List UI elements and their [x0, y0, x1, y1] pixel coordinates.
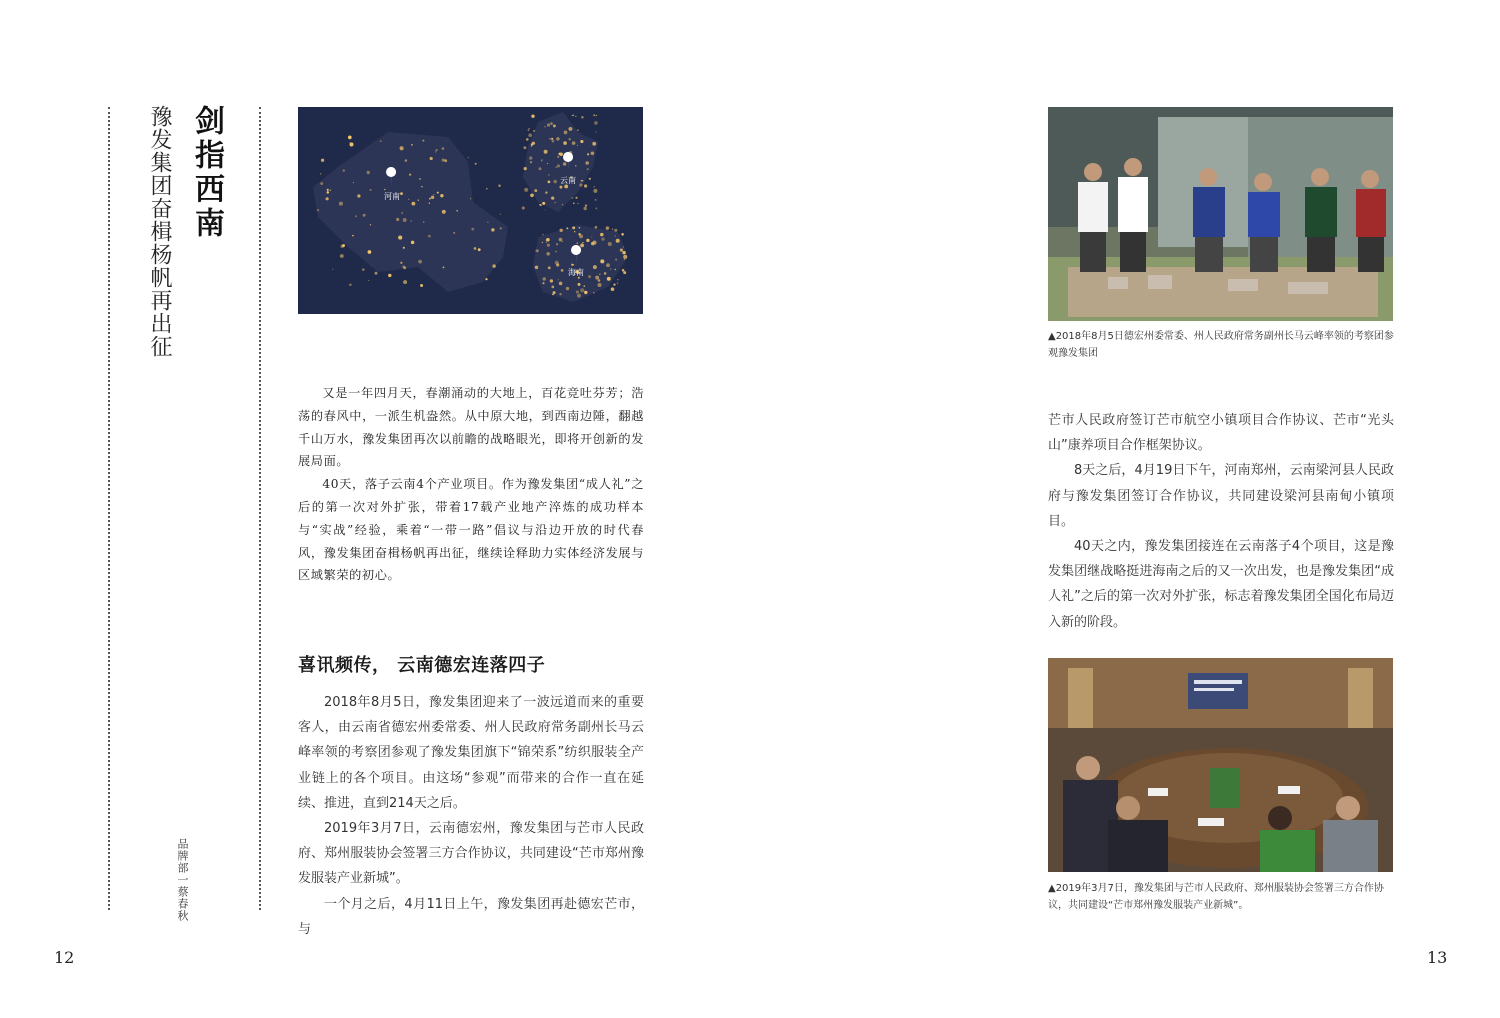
city-light — [320, 182, 323, 185]
city-light — [380, 141, 381, 142]
city-light — [435, 151, 436, 152]
city-light — [342, 244, 345, 247]
city-light — [470, 198, 471, 199]
city-light — [623, 271, 626, 274]
city-light — [551, 286, 554, 289]
body-text-right — [1048, 408, 1394, 635]
map-label-yunnan: 云南 — [560, 176, 576, 185]
city-light — [577, 294, 581, 298]
city-light — [585, 161, 589, 165]
city-light — [486, 188, 488, 190]
city-light — [405, 159, 408, 162]
city-light — [592, 241, 596, 245]
city-light — [589, 178, 591, 180]
city-light — [546, 242, 547, 243]
city-light — [369, 189, 371, 191]
city-light — [528, 128, 529, 129]
city-light — [485, 278, 487, 280]
city-light — [526, 138, 529, 141]
city-light — [587, 168, 589, 170]
city-light — [556, 137, 560, 141]
city-light — [544, 126, 545, 127]
city-light — [500, 227, 502, 229]
city-light — [545, 191, 547, 193]
city-light — [559, 229, 562, 232]
city-light — [615, 259, 617, 261]
city-light — [566, 227, 568, 229]
city-light — [566, 287, 569, 290]
night-map-illustration — [298, 107, 643, 314]
city-light — [442, 210, 446, 214]
city-light — [411, 220, 412, 221]
city-light — [595, 199, 597, 201]
city-light — [563, 162, 566, 165]
city-light — [467, 157, 469, 159]
city-light — [622, 269, 625, 272]
city-light — [562, 241, 563, 242]
city-light — [431, 196, 434, 199]
city-light — [575, 165, 576, 166]
city-light — [355, 215, 357, 217]
city-light — [443, 267, 445, 269]
body-paragraph: 2019年3月7日，云南德宏州，豫发集团与芒市人民政府、郑州服装协会签署三方合作协议，共同建设“芒市郑州豫发服装产业新城”。 — [298, 821, 644, 887]
city-light — [564, 131, 568, 135]
section-heading: 喜讯频传， 云南德宏连落四子 — [298, 655, 546, 676]
city-light — [595, 207, 597, 209]
city-light — [529, 156, 532, 159]
city-light — [442, 159, 445, 162]
city-light — [367, 171, 370, 174]
city-light — [475, 163, 477, 165]
city-light — [411, 202, 415, 206]
city-light — [547, 163, 548, 164]
city-light — [524, 167, 527, 170]
city-light — [595, 131, 596, 132]
city-light — [621, 233, 624, 236]
city-light — [403, 247, 405, 249]
city-light — [595, 226, 598, 229]
city-light — [542, 234, 544, 236]
map-label-henan: 河南 — [384, 192, 400, 201]
city-light — [542, 202, 545, 205]
city-light — [582, 242, 583, 243]
body-paragraph: 8天之后，4月19日下午，河南郑州，云南梁河县人民政府与豫发集团签订合作协议，共同建设梁河县南甸小镇项目。 — [1048, 463, 1394, 529]
city-light — [428, 235, 431, 238]
city-light — [370, 224, 371, 225]
city-light — [554, 202, 556, 204]
city-light — [456, 210, 458, 212]
city-light — [491, 228, 495, 232]
city-light — [615, 235, 616, 236]
city-light — [572, 226, 575, 229]
signing-ceremony-photo — [1048, 658, 1393, 872]
intro-paragraph: 又是一年四月天，春潮涌动的大地上，百花竞吐芬芳；浩荡的春风中，一派生机盎然。从中原大地，到西南边陲，翻越千山万水，豫发集团再次以前瞻的战略眼光，即将开创新的发展局面。 — [298, 386, 644, 469]
city-light — [532, 142, 535, 145]
city-light — [556, 167, 557, 168]
body-paragraph-continuation: 芒市人民政府签订芒市航空小镇项目合作协议、芒市“光头山”康养项目合作框架协议。 — [1048, 413, 1394, 454]
city-light — [327, 191, 330, 194]
city-light — [577, 129, 578, 130]
city-light — [547, 244, 550, 247]
body-paragraph: 2018年8月5日，豫发集团迎来了一波远道而来的重要客人，由云南省德宏州委常委、州人民政府常务副州长马云峰率领的考察团参观了豫发集团旗下“锦荣系”纺织服装全产业链上的各个项目。由这场“参观”而带来的合作一直在延续、推进，直到214天之后。 — [298, 695, 644, 811]
city-light — [553, 180, 556, 183]
city-light — [408, 199, 409, 200]
city-light — [594, 186, 595, 187]
city-light — [563, 141, 567, 145]
article-subtitle: 豫发集团奋楫杨帆再出征 — [147, 105, 172, 358]
city-light — [548, 174, 549, 175]
city-light — [440, 194, 443, 197]
city-light — [577, 203, 578, 204]
city-light — [523, 146, 526, 149]
city-light — [363, 214, 366, 217]
city-light — [598, 279, 601, 282]
city-light — [400, 146, 404, 150]
city-light — [615, 269, 616, 270]
city-light — [420, 284, 423, 287]
city-light — [539, 167, 542, 170]
city-light — [400, 262, 402, 264]
city-light — [400, 192, 403, 195]
city-light — [575, 116, 576, 117]
city-light — [542, 282, 544, 284]
city-light — [388, 274, 391, 277]
city-light — [593, 265, 597, 269]
city-light — [578, 277, 580, 279]
city-light — [528, 133, 532, 137]
city-light — [559, 293, 561, 295]
city-light — [601, 237, 604, 240]
city-light — [557, 156, 559, 158]
city-light — [403, 218, 407, 222]
city-light — [544, 150, 548, 154]
city-light — [474, 247, 477, 250]
intro-paragraph: 40天，落子云南4个产业项目。作为豫发集团“成人礼”之后的第一次对外扩张，带着17载产业地产淬炼的成功样本与“实战”经验，乘着“一带一路”倡议与沿边开放的时代春风，豫发集团奋楫杨帆再出征，继续诠释助力实体经济发展与区域繁荣的初心。 — [298, 477, 644, 583]
city-light — [537, 250, 538, 251]
city-light — [524, 188, 528, 192]
city-light — [368, 280, 369, 281]
city-light — [559, 186, 562, 189]
city-light — [592, 142, 596, 146]
photo-caption-1: ▲2018年8月5日德宏州委常委、州人民政府常务副州长马云峰率领的考察团参观豫发集团 — [1048, 331, 1394, 359]
city-light — [595, 276, 599, 280]
city-light — [384, 189, 385, 190]
body-paragraph: 一个月之后，4月11日上午，豫发集团再赴德宏芒市，与 — [298, 896, 644, 937]
city-light — [550, 279, 553, 282]
city-light — [430, 157, 433, 160]
city-light — [348, 136, 352, 140]
city-light — [610, 269, 611, 270]
city-light — [453, 232, 455, 234]
city-light — [584, 184, 587, 187]
right-dotted-rule — [259, 107, 261, 910]
city-light — [572, 114, 574, 116]
city-light — [531, 146, 532, 147]
city-light — [541, 160, 542, 161]
city-light — [429, 203, 430, 204]
photo-caption-2: ▲2019年3月7日，豫发集团与芒市人民政府、郑州服装协会签署三方合作协议，共同建设“芒市郑州豫发服装产业新城”。 — [1048, 883, 1384, 911]
city-light — [487, 222, 488, 223]
article-title: 剑指西南 — [189, 105, 224, 241]
city-light — [542, 242, 543, 243]
city-light — [411, 241, 415, 245]
city-light — [583, 207, 586, 210]
city-light — [326, 197, 329, 200]
city-light — [362, 268, 365, 271]
city-light — [600, 233, 603, 236]
left-dotted-rule — [108, 107, 110, 910]
city-light — [547, 123, 550, 126]
city-light — [580, 288, 584, 292]
city-light — [561, 269, 564, 272]
city-light — [591, 236, 592, 237]
city-light — [584, 291, 587, 294]
city-light — [548, 181, 551, 184]
city-light — [559, 282, 563, 286]
city-light — [571, 264, 573, 266]
city-light — [543, 277, 546, 280]
city-light — [586, 239, 589, 242]
city-light — [429, 198, 431, 200]
city-light — [332, 269, 333, 270]
city-light — [329, 189, 331, 191]
map-label-hainan: 海南 — [568, 268, 584, 277]
inspection-group-photo — [1048, 107, 1393, 321]
city-light — [531, 115, 534, 118]
city-light — [593, 114, 595, 116]
city-light — [593, 189, 597, 193]
city-light — [580, 243, 584, 247]
city-light — [581, 116, 584, 119]
city-light — [607, 278, 608, 279]
city-light — [608, 242, 612, 246]
city-light — [546, 238, 550, 242]
city-light — [555, 251, 557, 253]
city-light — [593, 292, 594, 293]
city-light — [327, 189, 329, 191]
city-light — [500, 214, 501, 215]
city-light — [317, 209, 319, 211]
city-light — [613, 283, 615, 285]
city-light — [375, 272, 378, 275]
city-light — [402, 265, 404, 267]
city-light — [600, 259, 604, 263]
city-light — [564, 184, 568, 188]
city-light — [596, 115, 597, 116]
city-light — [582, 180, 583, 181]
city-light — [553, 291, 556, 294]
city-light — [396, 218, 399, 221]
city-light — [597, 283, 601, 287]
city-light — [549, 268, 550, 269]
body-paragraph: 40天之内，豫发集团接连在云南落子4个项目，这是豫发集团继战略挺进海南之后的又一次出发，也是豫发集团“成人礼”之后的第一次对外扩张，标志着豫发集团全国化布局迈入新的阶段。 — [1048, 539, 1394, 630]
city-light — [530, 194, 534, 198]
city-light — [433, 194, 434, 195]
city-light — [591, 151, 595, 155]
city-light — [578, 283, 581, 286]
city-light — [402, 212, 403, 213]
city-light — [398, 236, 402, 240]
city-light — [534, 189, 537, 192]
city-light — [522, 207, 525, 210]
city-light — [418, 200, 419, 201]
city-light — [579, 227, 581, 229]
city-light — [556, 243, 558, 245]
city-light — [558, 279, 559, 280]
intro-text — [298, 382, 644, 587]
city-light — [435, 149, 437, 151]
city-light — [349, 142, 350, 143]
city-light — [357, 194, 360, 197]
city-light — [352, 235, 354, 237]
city-light — [617, 279, 618, 280]
city-light — [614, 229, 617, 232]
city-light — [606, 263, 610, 267]
city-light — [568, 127, 572, 131]
night-map-photo — [298, 107, 643, 314]
city-light — [343, 169, 345, 171]
city-light — [620, 248, 623, 251]
body-text-left — [298, 690, 644, 942]
city-light — [594, 121, 598, 125]
city-light — [576, 242, 578, 244]
city-light — [423, 221, 424, 222]
city-light — [579, 183, 582, 186]
city-light — [599, 274, 600, 275]
city-light — [528, 130, 529, 131]
city-light — [553, 124, 556, 127]
city-light — [533, 130, 535, 132]
city-light — [339, 202, 343, 206]
city-light — [539, 204, 541, 206]
city-light — [583, 285, 585, 287]
city-light — [353, 182, 354, 183]
city-light — [546, 252, 550, 256]
city-light — [535, 266, 538, 269]
city-light — [340, 254, 344, 258]
city-light — [617, 282, 618, 283]
city-light — [585, 204, 587, 206]
city-light — [498, 185, 500, 187]
city-light — [571, 197, 573, 199]
city-light — [562, 204, 563, 205]
city-light — [437, 192, 439, 194]
city-light — [616, 239, 620, 243]
city-light — [545, 209, 546, 210]
city-light — [555, 261, 559, 265]
city-light — [612, 229, 613, 230]
city-light — [606, 226, 609, 229]
city-light — [623, 246, 624, 247]
city-light — [409, 173, 411, 175]
city-light — [557, 164, 560, 167]
city-light — [421, 186, 423, 188]
city-light — [550, 122, 553, 125]
city-light — [578, 233, 581, 236]
city-light — [573, 203, 575, 205]
city-light — [572, 141, 576, 145]
city-light — [604, 272, 607, 275]
city-light — [403, 280, 407, 284]
city-light — [624, 259, 625, 260]
city-light — [320, 173, 321, 174]
author-credit: 品牌部一蔡春秋 — [176, 838, 189, 922]
city-light — [558, 153, 561, 156]
city-light — [321, 159, 324, 162]
city-light — [623, 255, 627, 259]
city-light — [530, 161, 532, 163]
city-light — [587, 153, 589, 155]
city-light — [568, 138, 570, 140]
city-light — [471, 228, 474, 231]
city-light — [368, 250, 372, 254]
city-light — [478, 248, 481, 251]
city-light — [580, 140, 583, 143]
city-light — [575, 197, 577, 199]
city-light — [551, 139, 554, 142]
city-light — [411, 144, 413, 146]
city-light — [442, 147, 445, 150]
city-light — [576, 290, 579, 293]
page-number-left: 12 — [54, 948, 75, 967]
city-light — [422, 140, 424, 142]
city-light — [574, 231, 575, 232]
city-light — [559, 238, 563, 242]
city-light — [551, 196, 554, 199]
city-light — [549, 138, 551, 140]
city-light — [419, 178, 421, 180]
city-light — [588, 275, 591, 278]
city-light — [622, 251, 625, 254]
city-light — [492, 264, 495, 267]
page-number-right: 13 — [1427, 948, 1448, 967]
city-light — [577, 145, 578, 146]
city-light — [418, 260, 422, 264]
city-light — [611, 287, 615, 291]
city-light — [349, 284, 351, 286]
